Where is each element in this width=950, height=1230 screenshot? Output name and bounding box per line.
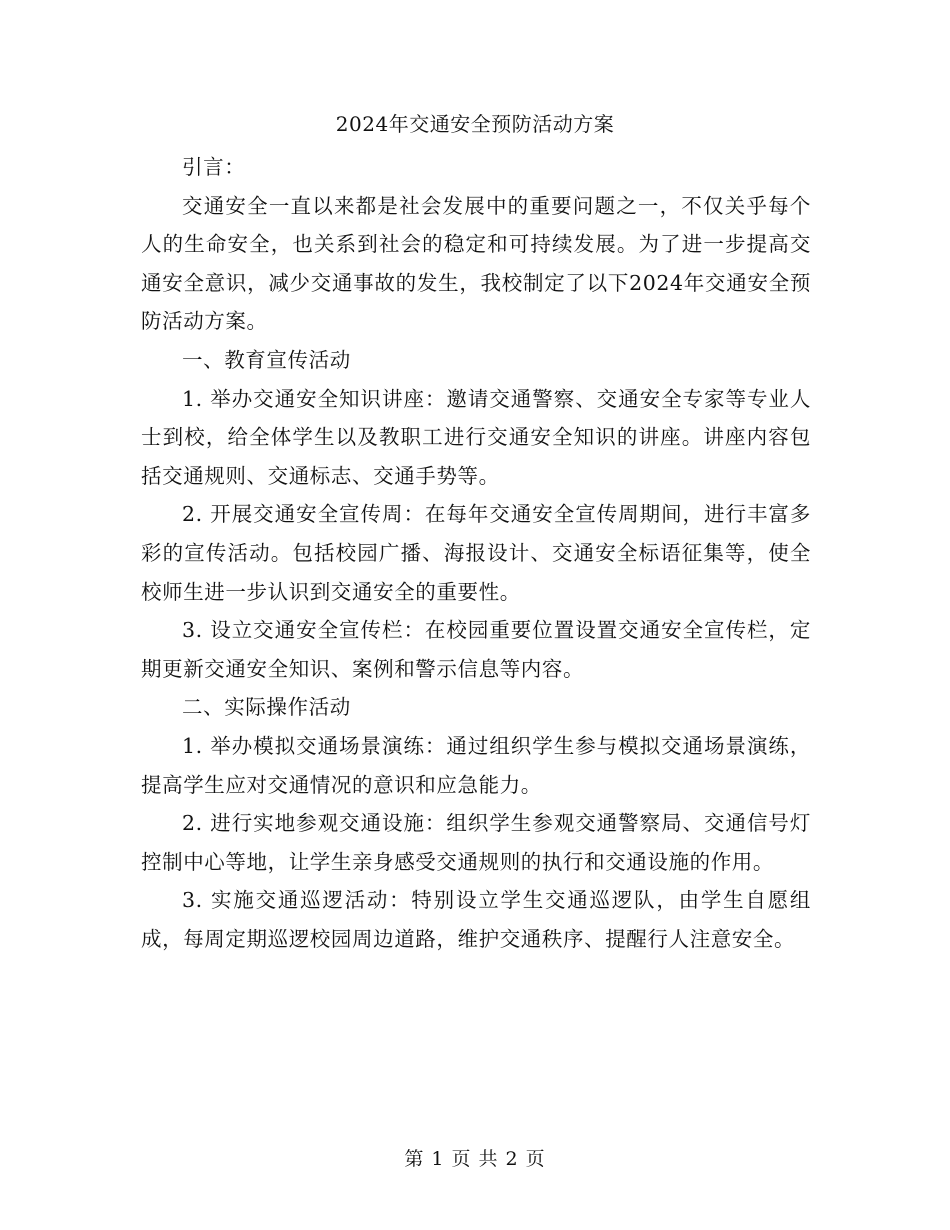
paragraph-education-2: 2. 开展交通安全宣传周：在每年交通安全宣传周期间，进行丰富多彩的宣传活动。包括校园广播、海报设计、交通安全标语征集等，使全校师生进一步认识到交通安全的重要性。 (141, 502, 811, 604)
section-heading-intro: 引言： (182, 155, 246, 179)
document-title: 2024年交通安全预防活动方案 (335, 112, 615, 136)
section-heading-education: 一、教育宣传活动 (182, 347, 351, 372)
paragraph-practice-3: 3. 实施交通巡逻活动：特别设立学生交通巡逻队，由学生自愿组成，每周定期巡逻校园周边道路，维护交通秩序、提醒行人注意安全。 (141, 888, 811, 951)
document-body (141, 148, 811, 958)
paragraph-education-1: 1. 举办交通安全知识讲座：邀请交通警察、交通安全专家等专业人士到校，给全体学生以及教职工进行交通安全知识的讲座。讲座内容包括交通规则、交通标志、交通手势等。 (141, 386, 811, 488)
paragraph-education-3: 3. 设立交通安全宣传栏：在校园重要位置设置交通安全宣传栏，定期更新交通安全知识、案例和警示信息等内容。 (141, 618, 811, 681)
paragraph-practice-1: 1. 举办模拟交通场景演练：通过组织学生参与模拟交通场景演练，提高学生应对交通情况的意识和应急能力。 (141, 733, 811, 797)
paragraph-practice-2: 2. 进行实地参观交通设施：组织学生参观交通警察局、交通信号灯控制中心等地，让学生亲身感受交通规则的执行和交通设施的作用。 (141, 811, 811, 874)
section-heading-practice: 二、实际操作活动 (182, 695, 351, 720)
paragraph-intro: 交通安全一直以来都是社会发展中的重要问题之一，不仅关乎每个人的生命安全，也关系到社会的稳定和可持续发展。为了进一步提高交通安全意识，减少交通事故的发生，我校制定了以下2024年交通安全预防活动方案。 (141, 193, 811, 334)
page-footer: 第 1 页 共 2 页 (404, 1148, 546, 1170)
